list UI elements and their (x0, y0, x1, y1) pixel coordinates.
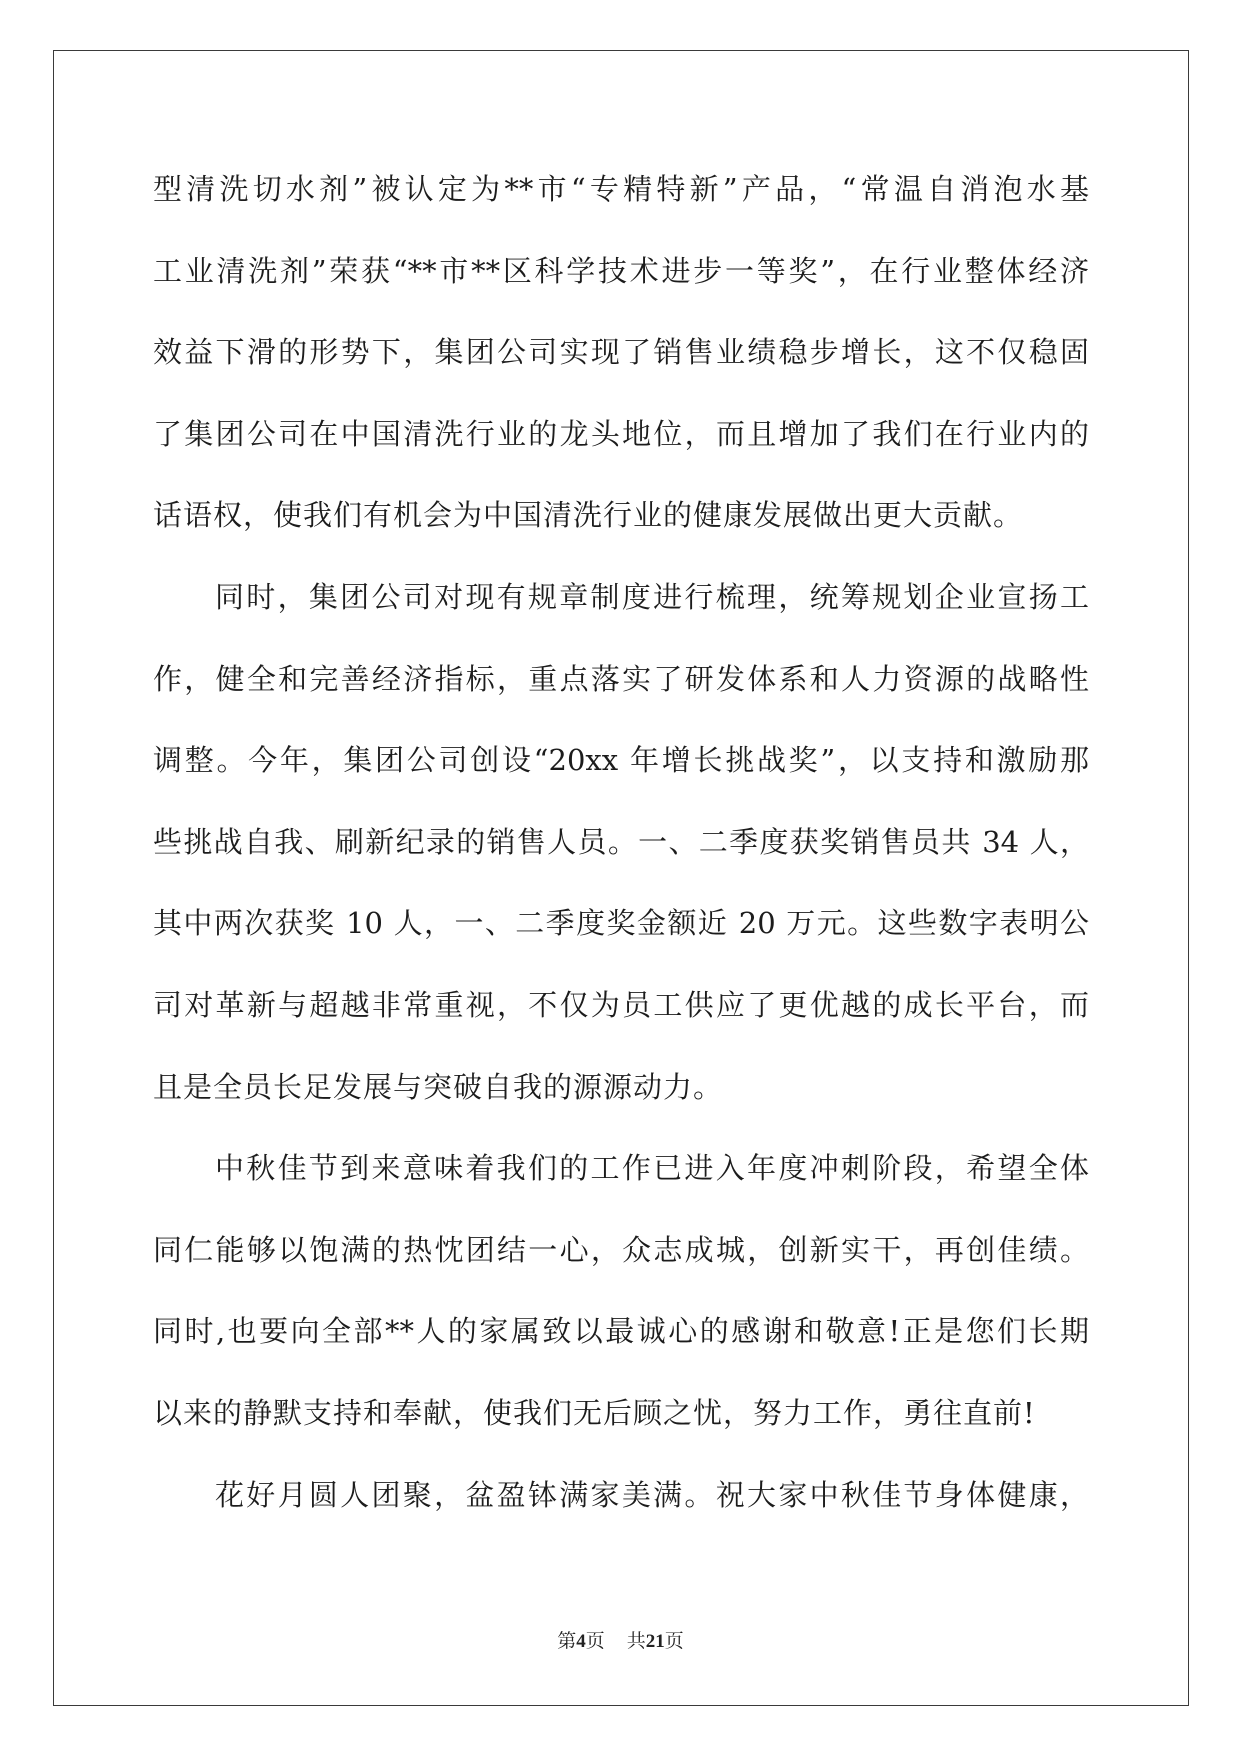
body-line: 花好月圆人团聚，盆盈钵满家美满。祝大家中秋佳节身体健康， (215, 1477, 1089, 1512)
body-line: 同仁能够以饱满的热忱团结一心，众志成城，创新实干，再创佳绩。 (153, 1232, 1089, 1267)
page-number: 4 (576, 1631, 586, 1652)
body-line: 了集团公司在中国清洗行业的龙头地位，而且增加了我们在行业内的 (153, 416, 1089, 451)
total-prefix: 共 (626, 1630, 646, 1652)
paragraph (153, 149, 1089, 557)
document-body (153, 149, 1089, 1536)
paragraph (153, 1455, 1089, 1537)
body-line: 中秋佳节到来意味着我们的工作已进入年度冲刺阶段，希望全体 (215, 1151, 1089, 1186)
page-footer (0, 1628, 1241, 1655)
body-line: 司对革新与超越非常重视，不仅为员工供应了更优越的成长平台，而 (153, 987, 1089, 1022)
page-suffix: 页 (585, 1630, 605, 1652)
body-line: 且是全员长足发展与突破自我的源源动力。 (153, 1069, 724, 1104)
body-line: 型清洗切水剂”被认定为**市“专精特新”产品，“常温自消泡水基 (153, 172, 1089, 206)
body-line: 同时,也要向全部**人的家属致以最诚心的感谢和敬意!正是您们长期 (153, 1314, 1089, 1349)
body-line: 工业清洗剂”荣获“**市**区科学技术进步一等奖”，在行业整体经济 (153, 253, 1089, 288)
body-line: 其中两次获奖 10 人，一、二季度奖金额近 20 万元。这些数字表明公 (153, 906, 1089, 941)
body-line: 调整。今年，集团公司创设“20xx 年增长挑战奖”，以支持和激励那 (153, 743, 1089, 778)
total-pages: 21 (645, 1631, 665, 1652)
body-line: 作，健全和完善经济指标，重点落实了研发体系和人力资源的战略性 (153, 661, 1089, 696)
paragraph (153, 557, 1089, 1128)
paragraph (153, 1128, 1089, 1454)
page-prefix: 第 (557, 1630, 577, 1652)
body-line: 些挑战自我、刷新纪录的销售人员。一、二季度获奖销售员共 34 人， (153, 824, 1089, 859)
body-line: 话语权，使我们有机会为中国清洗行业的健康发展做出更大贡献。 (153, 498, 1024, 533)
total-suffix: 页 (664, 1630, 684, 1652)
body-line: 同时，集团公司对现有规章制度进行梳理，统筹规划企业宣扬工 (215, 579, 1089, 614)
body-line: 以来的静默支持和奉献，使我们无后顾之忧，努力工作，勇往直前! (153, 1395, 1036, 1430)
body-line: 效益下滑的形势下，集团公司实现了销售业绩稳步增长，这不仅稳固 (153, 335, 1089, 370)
